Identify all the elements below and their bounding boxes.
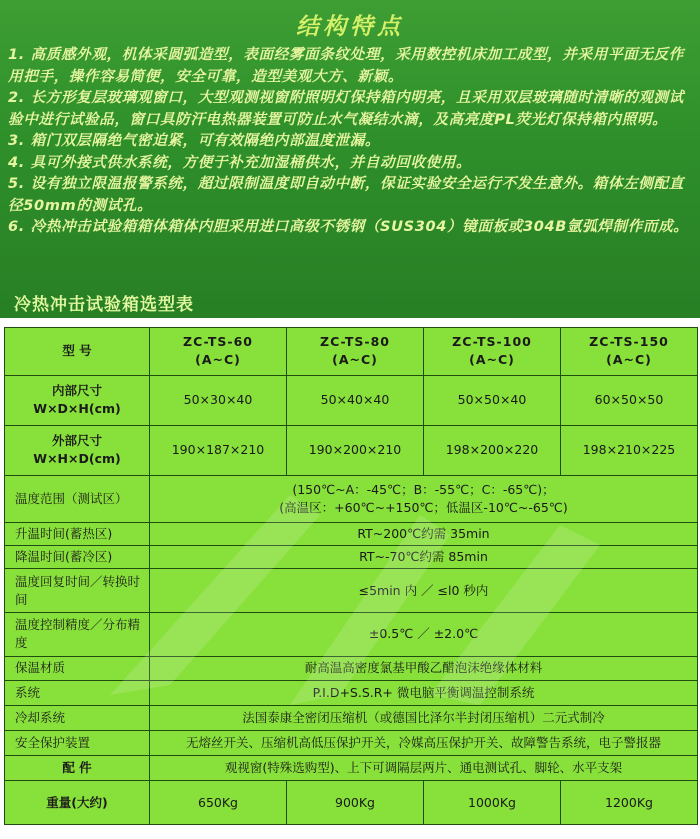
outer-size-value: 190×200×210	[287, 425, 424, 475]
inner-size-label-2: W×D×H(cm)	[33, 401, 121, 417]
accuracy-label: 温度控制精度／分布精度	[5, 612, 150, 656]
table-row-model	[5, 328, 698, 376]
weight-label: 重量(大约)	[5, 781, 150, 825]
weight-value: 1000Kg	[424, 781, 561, 825]
temp-range-line-2: (高温区：+60℃~+150℃；低温区-10℃~-65℃)	[279, 500, 568, 516]
inner-size-label	[5, 375, 150, 425]
table-row-accessories	[5, 756, 698, 781]
model-cell	[150, 328, 287, 376]
features-title: 结构特点	[296, 14, 404, 40]
cooling-label: 冷却系统	[5, 706, 150, 731]
safety-label: 安全保护装置	[5, 731, 150, 756]
outer-size-value: 198×200×220	[424, 425, 561, 475]
model-cell	[287, 328, 424, 376]
cooling-value: 法国泰康全密闭压缩机（或德国比泽尔半封闭压缩机）二元式制冷	[150, 706, 698, 731]
outer-size-value: 198×210×225	[561, 425, 698, 475]
feature-list	[8, 44, 694, 238]
model-name: ZC-TS-60	[183, 334, 253, 350]
accessories-value: 观视窗(特殊选购型)、上下可调隔层两片、通电测试孔、脚轮、水平支架	[150, 756, 698, 781]
table-row-weight	[5, 781, 698, 825]
outer-size-label	[5, 425, 150, 475]
weight-value: 650Kg	[150, 781, 287, 825]
outer-size-label-2: W×H×D(cm)	[33, 451, 121, 467]
outer-size-value: 190×187×210	[150, 425, 287, 475]
table-row-recovery	[5, 569, 698, 613]
inner-size-value: 50×40×40	[287, 375, 424, 425]
recovery-label: 温度回复时间／转换时间	[5, 569, 150, 613]
feature-item: 4. 具可外接式供水系统，方便于补充加湿桶供水，并自动回收使用。	[8, 153, 472, 171]
model-cell	[424, 328, 561, 376]
spec-table	[4, 327, 698, 825]
insulation-label: 保温材质	[5, 656, 150, 681]
model-cell	[561, 328, 698, 376]
feature-item: 5. 设有独立限温报警系统，超过限制温度即自动中断，保证实验安全运行不发生意外。箱体左侧配直径50mm的测试孔。	[8, 175, 684, 214]
inner-size-value: 50×50×40	[424, 375, 561, 425]
feature-item: 2. 长方形复层玻璃观窗口，大型观测视窗附照明灯保持箱内明亮，且采用双层玻璃随时清晰的观测试验中进行试验品，窗口具防汗电热器装置可防止水气凝结水滴，及高亮度PL荧光灯保持箱内照明。	[8, 89, 684, 128]
outer-size-label-1: 外部尺寸	[51, 433, 102, 449]
heat-time-label: 升温时间(蓄热区)	[5, 523, 150, 546]
table-row-cooling	[5, 706, 698, 731]
temp-range-label: 温度范围（测试区）	[5, 475, 150, 523]
inner-size-label-1: 内部尺寸	[51, 383, 102, 399]
inner-size-value: 50×30×40	[150, 375, 287, 425]
feature-item: 6. 冷热冲击试验箱箱体箱体内胆采用进口高级不锈钢（SUS304）镜面板或304B氩弧焊制作而成。	[8, 218, 689, 235]
recovery-value: ≤5min 内 ／ ≤l0 秒内	[150, 569, 698, 613]
table-row-accuracy	[5, 612, 698, 656]
model-name: ZC-TS-80	[320, 334, 390, 350]
model-label: 型 号	[5, 328, 150, 376]
table-row-system	[5, 681, 698, 706]
feature-item: 1. 高质感外观，机体采圆弧造型，表面经雾面条纹处理，采用数控机床加工成型，并采用平面无反作用把手，操作容易简便，安全可靠，造型美观大方、新颖。	[8, 46, 684, 85]
model-sub: (A~C)	[606, 352, 652, 368]
model-sub: (A~C)	[195, 352, 241, 368]
system-label: 系统	[5, 681, 150, 706]
model-sub: (A~C)	[469, 352, 515, 368]
table-row-outer-size	[5, 425, 698, 475]
heat-time-value: RT~200℃约需 35min	[150, 523, 698, 546]
accuracy-value: ±0.5℃ ／ ±2.0℃	[150, 612, 698, 656]
table-row-safety	[5, 731, 698, 756]
weight-value: 900Kg	[287, 781, 424, 825]
temp-range-value	[150, 475, 698, 523]
insulation-value: 耐高温高密度氯基甲酸乙醋泡沫绝缘体材料	[150, 656, 698, 681]
safety-value: 无熔丝开关、压缩机高低压保护开关，冷媒高压保护开关、故障警告系统，电子警报器	[150, 731, 698, 756]
cool-time-value: RT~-70℃约需 85min	[150, 546, 698, 569]
table-row-insulation	[5, 656, 698, 681]
temp-range-line-1: (150℃~A：-45℃；B：-55℃；C：-65℃)；	[292, 482, 555, 498]
cool-time-label: 降温时间(蓄冷区)	[5, 546, 150, 569]
table-row-heat-time	[5, 523, 698, 546]
model-name: ZC-TS-150	[589, 334, 669, 350]
table-row-inner-size	[5, 375, 698, 425]
system-value: P.I.D+S.S.R+ 微电脑平衡调温控制系统	[150, 681, 698, 706]
weight-value: 1200Kg	[561, 781, 698, 825]
accessories-label: 配 件	[5, 756, 150, 781]
feature-item: 3. 箱门双层隔绝气密迫紧，可有效隔绝内部温度泄漏。	[8, 132, 381, 149]
table-title: 冷热冲击试验箱选型表	[14, 295, 194, 315]
table-row-temp-range	[5, 475, 698, 523]
table-row-cool-time	[5, 546, 698, 569]
inner-size-value: 60×50×50	[561, 375, 698, 425]
model-sub: (A~C)	[332, 352, 378, 368]
model-name: ZC-TS-100	[452, 334, 532, 350]
